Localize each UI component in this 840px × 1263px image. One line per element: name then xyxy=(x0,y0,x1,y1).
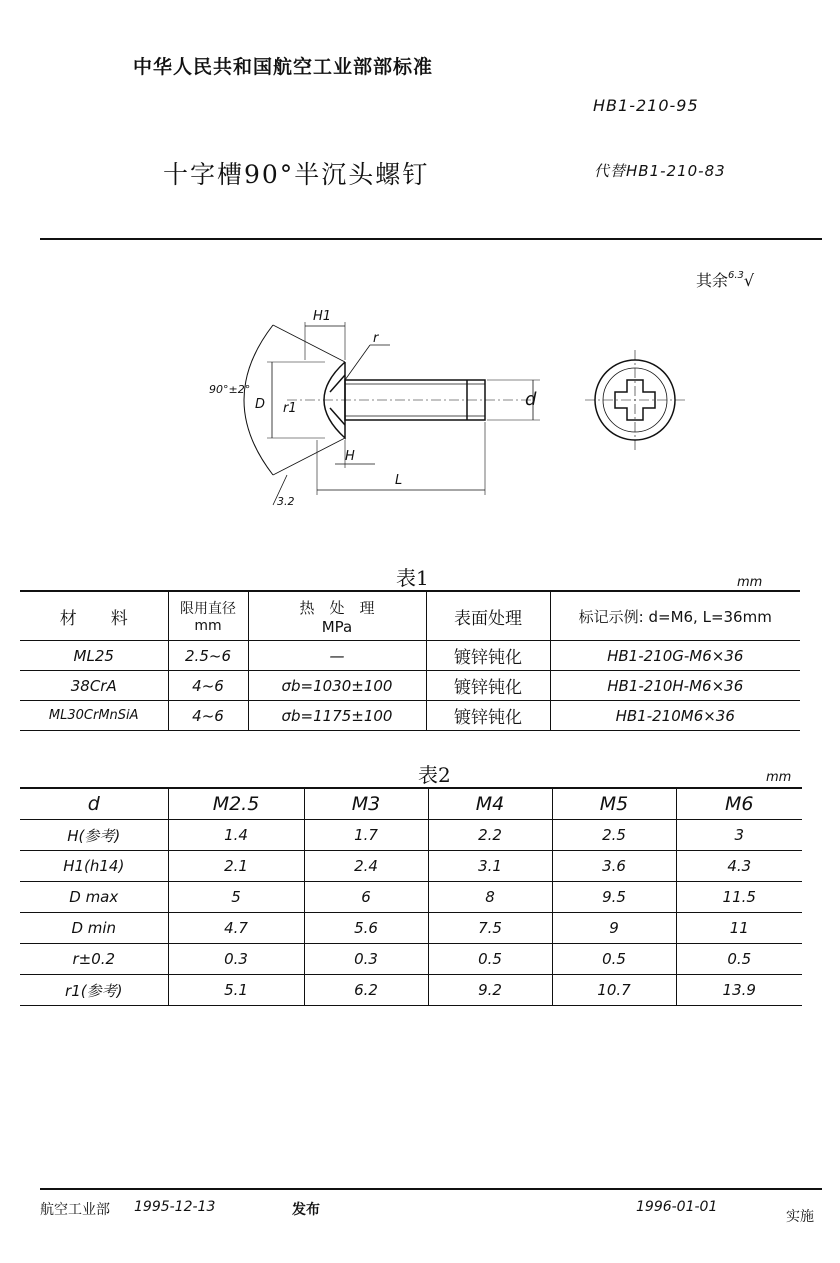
table-cell: 4~6 xyxy=(168,701,248,731)
label-L: L xyxy=(395,473,403,488)
table-cell: D max xyxy=(20,882,168,913)
table-row xyxy=(20,820,802,851)
table-cell: 3 xyxy=(676,820,802,851)
table1-header: 标记示例: d=M6, L=36mm xyxy=(550,591,800,641)
label-d: d xyxy=(525,389,537,410)
label-D: D xyxy=(255,397,266,412)
header-rule xyxy=(40,238,822,240)
table-cell: 2.5 xyxy=(552,820,676,851)
label-angle: 90°±2° xyxy=(209,383,251,396)
footer-issue-date: 1995-12-13 xyxy=(134,1199,216,1215)
table2-caption: 表2 xyxy=(418,763,451,787)
table-cell: 9.5 xyxy=(552,882,676,913)
table-cell: 3.1 xyxy=(428,851,552,882)
table-cell: ML25 xyxy=(20,641,168,671)
footer-effective-date: 1996-01-01 xyxy=(636,1199,718,1215)
footer-issued-label: 发布 xyxy=(292,1202,320,1218)
table-cell: ML30CrMnSiA xyxy=(20,701,168,731)
footer-issuer: 航空工业部 xyxy=(40,1202,110,1218)
table-cell: 10.7 xyxy=(552,975,676,1006)
table-row xyxy=(20,671,800,701)
table2-header: M4 xyxy=(428,788,552,820)
screw-drawing xyxy=(195,300,715,520)
roughness-note xyxy=(696,268,754,291)
table-cell: r±0.2 xyxy=(20,944,168,975)
table-cell: 镀锌钝化 xyxy=(426,641,550,671)
table1-header: 限用直径 mm xyxy=(168,591,248,641)
table-cell: σb=1175±100 xyxy=(248,701,426,731)
table-cell: 0.3 xyxy=(304,944,428,975)
table-cell: σb=1030±100 xyxy=(248,671,426,701)
label-r1: r1 xyxy=(283,401,297,416)
table2-header: M3 xyxy=(304,788,428,820)
table1-header: 热 处 理 MPa xyxy=(248,591,426,641)
table2-unit: mm xyxy=(766,770,792,785)
table-cell: 6 xyxy=(304,882,428,913)
table-row xyxy=(20,913,802,944)
label-finish: 3.2 xyxy=(277,495,295,508)
table-row xyxy=(20,701,800,731)
table-cell: 2.5~6 xyxy=(168,641,248,671)
table2-header: M2.5 xyxy=(168,788,304,820)
table-row xyxy=(20,851,802,882)
table-row xyxy=(20,975,802,1006)
table-cell: 38CrA xyxy=(20,671,168,701)
table-cell: 2.4 xyxy=(304,851,428,882)
table2-header: d xyxy=(20,788,168,820)
table-cell: 4.3 xyxy=(676,851,802,882)
table-cell: 0.5 xyxy=(676,944,802,975)
table-cell: 9.2 xyxy=(428,975,552,1006)
standard-number: HB1-210-95 xyxy=(593,96,699,115)
table-cell: 7.5 xyxy=(428,913,552,944)
table-cell: H1(h14) xyxy=(20,851,168,882)
table-cell: 5.6 xyxy=(304,913,428,944)
table2-header: M5 xyxy=(552,788,676,820)
replaces-standard: 代替HB1-210-83 xyxy=(594,162,726,180)
table-cell: 4~6 xyxy=(168,671,248,701)
table-cell: D min xyxy=(20,913,168,944)
table-cell: H(参考) xyxy=(20,820,168,851)
table-cell: 1.7 xyxy=(304,820,428,851)
table-cell: 9 xyxy=(552,913,676,944)
label-h1: H1 xyxy=(313,309,332,324)
table-cell: 11 xyxy=(676,913,802,944)
roughness-symbol-icon: √ xyxy=(743,271,755,290)
table-row xyxy=(20,944,802,975)
table-cell: 4.7 xyxy=(168,913,304,944)
table-cell: 3.6 xyxy=(552,851,676,882)
table-cell: 2.1 xyxy=(168,851,304,882)
table1-header: 材 料 xyxy=(20,591,168,641)
table2-header-row xyxy=(20,788,802,820)
table-cell: r1(参考) xyxy=(20,975,168,1006)
roughness-value: 6.3 xyxy=(728,270,744,281)
screw-end-view xyxy=(585,350,685,450)
label-r: r xyxy=(373,331,379,346)
table-cell: HB1-210G-M6×36 xyxy=(550,641,800,671)
label-H: H xyxy=(345,449,355,464)
footer-rule xyxy=(40,1188,822,1190)
table-cell: HB1-210M6×36 xyxy=(550,701,800,731)
table-cell: 0.3 xyxy=(168,944,304,975)
roughness-label: 其余 xyxy=(696,271,729,290)
footer-effective-label: 实施 xyxy=(786,1209,814,1225)
table1 xyxy=(20,590,800,731)
table2 xyxy=(20,787,802,1006)
table-row xyxy=(20,882,802,913)
table-cell: 8 xyxy=(428,882,552,913)
table1-header-row xyxy=(20,591,800,641)
table1-unit: mm xyxy=(737,575,763,590)
table1-caption: 表1 xyxy=(396,566,429,590)
table-cell: 1.4 xyxy=(168,820,304,851)
standard-title: 中华人民共和国航空工业部部标准 xyxy=(133,56,434,78)
table-cell: 6.2 xyxy=(304,975,428,1006)
table-cell: 11.5 xyxy=(676,882,802,913)
table-cell: 镀锌钝化 xyxy=(426,701,550,731)
table1-header: 表面处理 xyxy=(426,591,550,641)
table-cell: 5.1 xyxy=(168,975,304,1006)
table-cell: 镀锌钝化 xyxy=(426,671,550,701)
table-cell: 0.5 xyxy=(428,944,552,975)
table-cell: HB1-210H-M6×36 xyxy=(550,671,800,701)
table-cell: 13.9 xyxy=(676,975,802,1006)
table-cell: 0.5 xyxy=(552,944,676,975)
table2-header: M6 xyxy=(676,788,802,820)
document-title: 十字槽90°半沉头螺钉 xyxy=(163,160,430,189)
table-row xyxy=(20,641,800,671)
table-cell: 5 xyxy=(168,882,304,913)
table-cell: 2.2 xyxy=(428,820,552,851)
table-cell: — xyxy=(248,641,426,671)
